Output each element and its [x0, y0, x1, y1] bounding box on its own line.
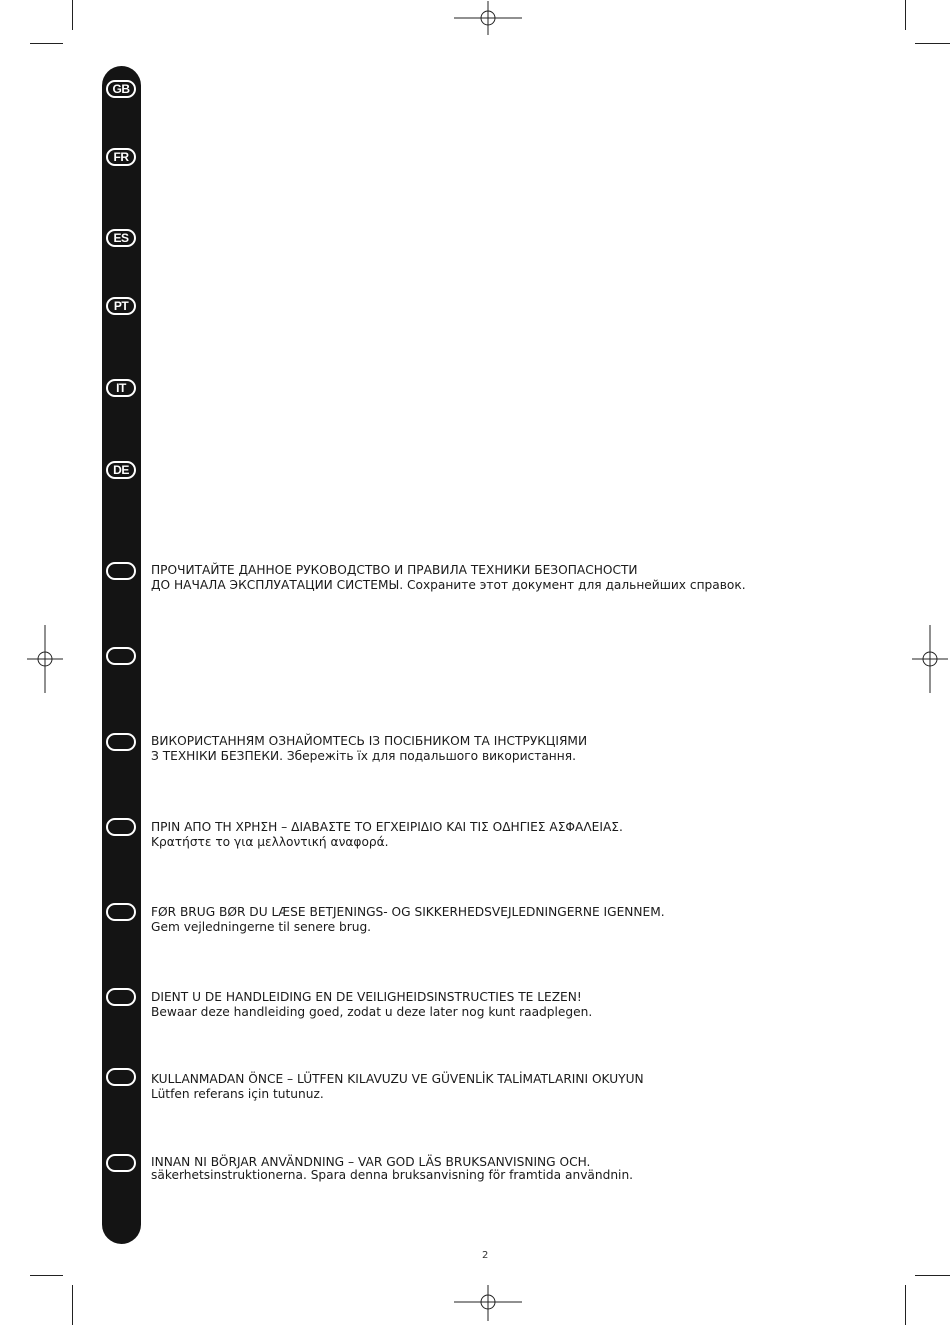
- language-badge-pt: PT: [106, 297, 136, 315]
- message-heading: KULLANMADAN ÖNCE – LÜTFEN KILAVUZU VE GÜVENLİK TALİMATLARINI OKUYUN: [151, 1072, 644, 1086]
- message-subtext: säkerhetsinstruktionerna. Spara denna bruksanvisning för framtida användnin.: [151, 1167, 634, 1182]
- message-heading: INNAN NI BÖRJAR ANVÄNDNING – VAR GOD LÄS BRUKSANVISNING OCH.: [151, 1155, 591, 1169]
- safety-message-sv: [151, 1156, 633, 1181]
- safety-message-da: [151, 905, 665, 934]
- language-badge-el: [106, 818, 136, 836]
- crop-mark: [30, 1275, 63, 1276]
- language-badge-gb: GB: [106, 80, 136, 98]
- message-heading: ПРОЧИТАЙТЕ ДАННОЕ РУКОВОДСТВО И ПРАВИЛА ТЕХНИКИ БЕЗОПАСНОСТИ: [151, 563, 638, 577]
- language-badge-nl: [106, 988, 136, 1006]
- language-badge-ru: [106, 562, 136, 580]
- message-heading: ΠΡΙΝ ΑΠΟ ΤΗ ΧΡΗΣΗ – ΔΙΑΒΑΣΤΕ ΤΟ ΕΓΧΕΙΡΙΔΙΟ ΚΑΙ ΤΙΣ ΟΔΗΓΙΕΣ ΑΣΦΑΛΕΙΑΣ.: [151, 820, 623, 834]
- language-badge-tr: [106, 1068, 136, 1086]
- registration-mark-icon: [27, 625, 63, 693]
- language-badge-da: [106, 903, 136, 921]
- crop-mark: [72, 1285, 73, 1325]
- message-heading: DIENT U DE HANDLEIDING EN DE VEILIGHEIDSINSTRUCTIES TE LEZEN!: [151, 990, 582, 1004]
- language-badge-it: IT: [106, 379, 136, 397]
- message-subtext: Bewaar deze handleiding goed, zodat u deze later nog kunt raadplegen.: [151, 1004, 593, 1019]
- language-badge-de: DE: [106, 461, 136, 479]
- message-subtext: ДО НАЧАЛА ЭКСПЛУАТАЦИИ СИСТЕМЫ. Сохраните этот документ для дальнейших справок.: [151, 577, 746, 592]
- message-subtext: Gem vejledningerne til senere brug.: [151, 919, 372, 934]
- language-badge-uk: [106, 733, 136, 751]
- registration-mark-icon: [454, 1, 522, 35]
- crop-mark: [30, 43, 63, 44]
- language-badge-sv: [106, 1154, 136, 1172]
- message-heading: FØR BRUG BØR DU LÆSE BETJENINGS- OG SIKKERHEDSVEJLEDNINGERNE IGENNEM.: [151, 905, 665, 919]
- registration-mark-icon: [454, 1285, 522, 1321]
- message-subtext: Lütfen referans için tutunuz.: [151, 1086, 324, 1101]
- registration-mark-icon: [912, 625, 948, 693]
- safety-message-ru: [151, 563, 746, 592]
- language-badge-es: ES: [106, 229, 136, 247]
- safety-message-tr: [151, 1072, 644, 1101]
- safety-message-el: [151, 820, 623, 849]
- crop-mark: [905, 0, 906, 30]
- crop-mark: [915, 1275, 950, 1276]
- page-number: 2: [482, 1250, 489, 1261]
- crop-mark: [72, 0, 73, 30]
- language-badge-fr: FR: [106, 148, 136, 166]
- message-heading: ВИКОРИСТАННЯМ ОЗНАЙОМТЕСЬ ІЗ ПОСІБНИКОМ ТА ІНСТРУКЦІЯМИ: [151, 734, 588, 748]
- language-badge-blank: [106, 647, 136, 665]
- crop-mark: [915, 43, 950, 44]
- message-subtext: Κρατήστε το για μελλοντική αναφορά.: [151, 834, 389, 849]
- safety-message-nl: [151, 990, 592, 1019]
- message-subtext: З ТЕХНІКИ БЕЗПЕКИ. Збережіть їх для подальшого використання.: [151, 748, 576, 763]
- safety-message-uk: [151, 734, 587, 763]
- crop-mark: [905, 1285, 906, 1325]
